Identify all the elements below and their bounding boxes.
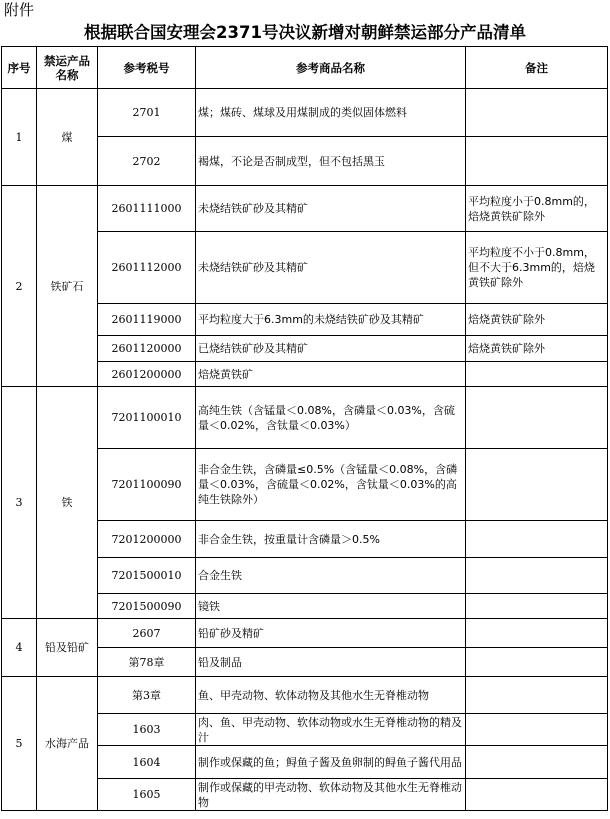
description-cell: 已烧结铁矿砂及其精矿 [196, 336, 466, 362]
tariff-code-cell: 7201500010 [98, 558, 196, 594]
remarks-cell [466, 594, 608, 619]
tariff-code-cell: 2701 [98, 89, 196, 137]
description-cell: 制作或保藏的鱼；鲟鱼子酱及鱼卵制的鲟鱼子酱代用品 [196, 746, 466, 779]
description-cell: 合金生铁 [196, 558, 466, 594]
tariff-code-cell: 7201500090 [98, 594, 196, 619]
table-row [2, 89, 608, 137]
category-cell: 水海产品 [37, 677, 98, 811]
remarks-cell [466, 746, 608, 779]
description-cell: 未烧结铁矿砂及其精矿 [196, 186, 466, 232]
tariff-code-cell: 2601111000 [98, 186, 196, 232]
serial-number-cell: 1 [2, 89, 37, 186]
description-cell: 镜铁 [196, 594, 466, 619]
tariff-code-cell: 2607 [98, 619, 196, 648]
serial-number-cell: 3 [2, 387, 37, 619]
tariff-code-cell: 7201200000 [98, 521, 196, 558]
tariff-code-cell: 2601119000 [98, 304, 196, 336]
tariff-code-cell: 1605 [98, 779, 196, 811]
header-remarks: 备注 [466, 47, 608, 89]
remarks-cell [466, 677, 608, 714]
header-product-description: 参考商品名称 [196, 47, 466, 89]
serial-number-cell: 2 [2, 186, 37, 387]
remarks-cell [466, 387, 608, 449]
tariff-code-cell: 2601120000 [98, 336, 196, 362]
description-cell: 铅及制品 [196, 648, 466, 677]
remarks-cell [466, 89, 608, 137]
remarks-cell [466, 558, 608, 594]
remarks-cell [466, 449, 608, 521]
description-cell: 未烧结铁矿砂及其精矿 [196, 232, 466, 304]
document-title: 根据联合国安理会2371号决议新增对朝鲜禁运部分产品清单 [84, 23, 526, 42]
serial-number-cell: 4 [2, 619, 37, 677]
tariff-code-cell: 7201100010 [98, 387, 196, 449]
description-cell: 非合金生铁，含磷量≤0.5%（含锰量＜0.08%，含磷量＜0.03%，含硫量＜0.02%，含钛量＜0.03%的高纯生铁除外） [196, 449, 466, 521]
tariff-code-cell: 1604 [98, 746, 196, 779]
description-cell: 煤；煤砖、煤球及用煤制成的类似固体燃料 [196, 89, 466, 137]
tariff-code-cell: 第78章 [98, 648, 196, 677]
description-cell: 非合金生铁，按重量计含磷量＞0.5% [196, 521, 466, 558]
tariff-code-cell: 7201100090 [98, 449, 196, 521]
remarks-cell [466, 521, 608, 558]
description-cell: 鱼、甲壳动物、软体动物及其他水生无脊椎动物 [196, 677, 466, 714]
category-cell: 煤 [37, 89, 98, 186]
table-header-row [2, 47, 608, 89]
header-tariff-code: 参考税号 [98, 47, 196, 89]
table-row [2, 677, 608, 714]
remarks-cell [466, 362, 608, 387]
description-cell: 焙烧黄铁矿 [196, 362, 466, 387]
remarks-cell [466, 779, 608, 811]
remarks-cell: 焙烧黄铁矿除外 [466, 304, 608, 336]
tariff-code-cell: 2702 [98, 137, 196, 186]
remarks-cell [466, 648, 608, 677]
tariff-code-cell: 2601200000 [98, 362, 196, 387]
table-row [2, 186, 608, 232]
attachment-label: 附件 [4, 1, 35, 19]
header-serial-number: 序号 [2, 47, 37, 89]
description-cell: 肉、鱼、甲壳动物、软体动物或水生无脊椎动物的精及汁 [196, 714, 466, 746]
description-cell: 铅矿砂及精矿 [196, 619, 466, 648]
description-cell: 褐煤，不论是否制成型，但不包括黑玉 [196, 137, 466, 186]
tariff-code-cell: 第3章 [98, 677, 196, 714]
embargo-product-table [1, 46, 608, 811]
description-cell: 高纯生铁（含锰量＜0.08%，含磷量＜0.03%，含硫量＜0.02%，含钛量＜0.03%） [196, 387, 466, 449]
description-cell: 制作或保藏的甲壳动物、软体动物及其他水生无脊椎动物 [196, 779, 466, 811]
category-cell: 铁矿石 [37, 186, 98, 387]
remarks-cell [466, 137, 608, 186]
tariff-code-cell: 1603 [98, 714, 196, 746]
table-row [2, 619, 608, 648]
description-cell: 平均粒度大于6.3mm的未烧结铁矿砂及其精矿 [196, 304, 466, 336]
tariff-code-cell: 2601112000 [98, 232, 196, 304]
remarks-cell: 平均粒度小于0.8mm的，焙烧黄铁矿除外 [466, 186, 608, 232]
category-cell: 铅及铅矿 [37, 619, 98, 677]
remarks-cell [466, 714, 608, 746]
remarks-cell: 焙烧黄铁矿除外 [466, 336, 608, 362]
serial-number-cell: 5 [2, 677, 37, 811]
remarks-cell [466, 619, 608, 648]
header-product-category: 禁运产品名称 [37, 47, 98, 89]
category-cell: 铁 [37, 387, 98, 619]
table-row [2, 387, 608, 449]
remarks-cell: 平均粒度不小于0.8mm，但不大于6.3mm的，焙烧黄铁矿除外 [466, 232, 608, 304]
